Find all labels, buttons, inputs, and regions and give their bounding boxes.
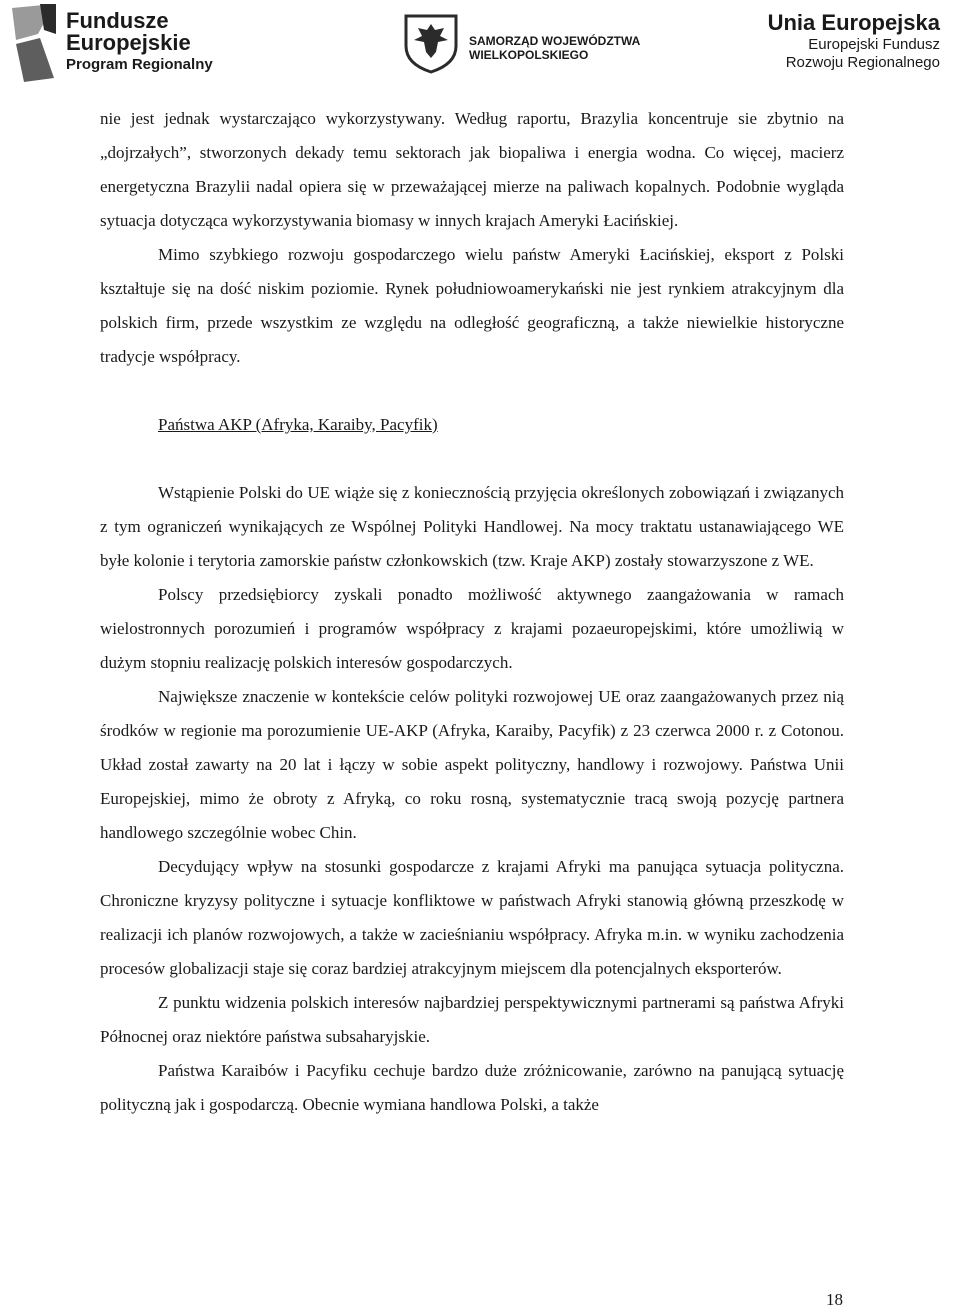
page-header: [0, 0, 960, 90]
page-number: 18: [826, 1290, 843, 1309]
paragraph-2: Mimo szybkiego rozwoju gospodarczego wielu państw Ameryki Łacińskiej, eksport z Polski kształtuje się na dość niskim poziomie. Rynek południowoamerykański nie jest rynkiem atrakcyjnym dla polskich firm, przede wszystkim ze względu na odległość geograficzną, a także niewielkie historyczne tradycje współpracy.: [100, 245, 844, 366]
paragraph-7: Z punktu widzenia polskich interesów najbardziej perspektywicznymi partnerami są państwa Afryki Północnej oraz niektóre państwa subsaharyjskie.: [100, 993, 844, 1046]
fe-star-icon: [10, 4, 58, 82]
samorzad-logo: [402, 12, 662, 72]
paragraph-8: Państwa Karaibów i Pacyfiku cechuje bardzo duże zróżnicowanie, zarówno na panującą sytuację polityczną jak i gospodarczą. Obecnie wymiana handlowa Polski, a także: [100, 1061, 844, 1114]
paragraph-4: Polscy przedsiębiorcy zyskali ponadto możliwość aktywnego zaangażowania w ramach wielostronnych porozumień i programów współpracy z krajami pozaeuropejskimi, które umożliwią w dużym stopniu realizację polskich interesów gospodarczych.: [100, 585, 844, 672]
paragraph-3: Wstąpienie Polski do UE wiąże się z koniecznością przyjęcia określonych zobowiązań i związanych z tym ograniczeń wynikających ze Wspólnej Polityki Handlowej. Na mocy traktatu ustanawiającego WE byłe kolonie i terytoria zamorskie państw członkowskich (tzw. Kraje AKP) zostały stowarzyszone z WE.: [100, 483, 844, 570]
ue-logo-title: Unia Europejska: [767, 10, 940, 35]
section-heading: Państwa AKP (Afryka, Karaiby, Pacyfik): [158, 415, 438, 434]
fe-logo-line2: Europejskie: [66, 30, 191, 55]
paragraph-5: Największe znaczenie w kontekście celów polityki rozwojowej UE oraz zaangażowanych przez nią środków w regionie ma porozumienie UE-AKP (Afryka, Karaiby, Pacyfik) z 23 czerwca 2000 r. z Cotonou. Układ został zawarty na 20 lat i łączy w sobie aspekt polityczny, handlowy i rozwojowy. Państwa Unii Europejskiej, mimo że obroty z Afryką, co roku rosną, systematycznie tracą swoją pozycję partnera handlowego szczególnie wobec Chin.: [100, 687, 844, 842]
document-body: [100, 102, 844, 1122]
samorzad-line2: WIELKOPOLSKIEGO: [469, 48, 589, 62]
unia-europejska-logo: [720, 10, 940, 82]
eagle-crest-icon: [402, 12, 460, 74]
paragraph-1: nie jest jednak wystarczająco wykorzystywany. Według raportu, Brazylia koncentruje sie zbytnio na „dojrzałych”, stworzonych dekady temu sektorach jak biopaliwa i energia wodna. Co więcej, macierz energetyczna Brazylii nadal opiera się w przeważającej mierze na paliwach kopalnych. Podobnie wygląda sytuacja dotycząca wykorzystywania biomasy w innych krajach Ameryki Łacińskiej.: [100, 109, 844, 230]
paragraph-6: Decydujący wpływ na stosunki gospodarcze z krajami Afryki ma panująca sytuacja polityczna. Chroniczne kryzysy polityczne i sytuacje konfliktowe w państwach Afryki stanowią główną przeszkodę w realizacji ich planów rozwojowych, a także w zacieśnianiu współpracy. Afryka m.in. w wyniku zachodzenia procesów globalizacji staje się coraz bardziej atrakcyjnym miejscem dla potencjalnych eksporterów.: [100, 857, 844, 978]
ue-logo-line3: Rozwoju Regionalnego: [785, 54, 940, 71]
fundusze-europejskie-logo: [10, 4, 260, 84]
ue-logo-line2: Europejski Fundusz: [808, 36, 940, 53]
fe-logo-line3: Program Regionalny: [66, 56, 213, 73]
samorzad-line1: SAMORZĄD WOJEWÓDZTWA: [469, 34, 641, 48]
fe-logo-line1: Fundusze: [66, 8, 169, 33]
